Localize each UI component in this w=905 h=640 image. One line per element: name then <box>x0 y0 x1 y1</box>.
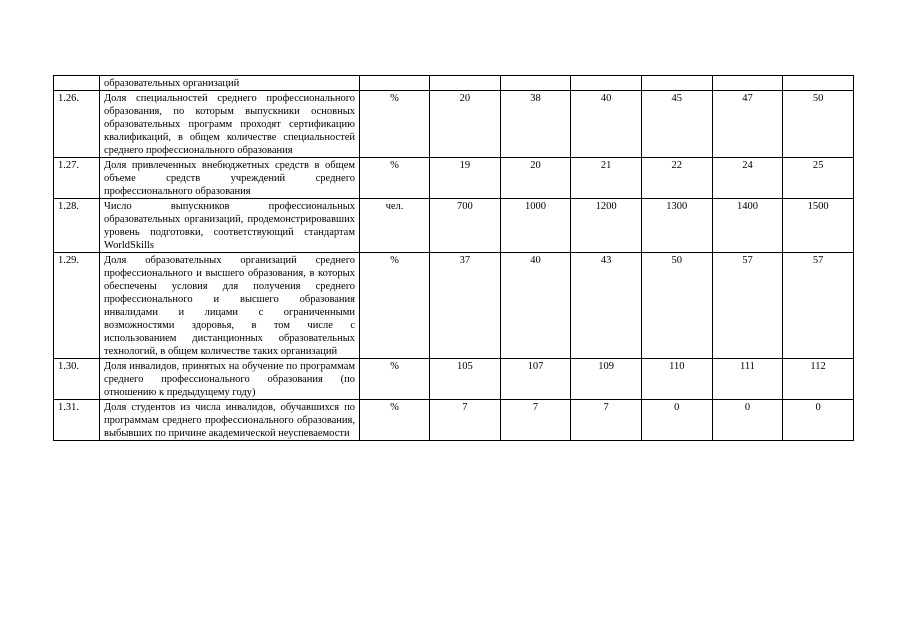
value-cell: 110 <box>641 359 712 400</box>
value-cell: 1500 <box>783 199 854 253</box>
indicator-name: образовательных организаций <box>100 76 360 91</box>
unit-cell: % <box>360 253 430 359</box>
value-cell: 0 <box>641 400 712 441</box>
value-cell: 57 <box>783 253 854 359</box>
value-cell <box>641 76 712 91</box>
value-cell: 1200 <box>571 199 642 253</box>
unit-cell <box>360 76 430 91</box>
value-cell: 20 <box>430 91 501 158</box>
indicator-name: Число выпускников профессиональных образовательных организаций, продемонстрировавших уровень подготовки, соответствующий стандартам WorldSkills <box>100 199 360 253</box>
indicator-name: Доля инвалидов, принятых на обучение по программам среднего профессионального образования (по отношению к предыдущему году) <box>100 359 360 400</box>
row-number: 1.27. <box>54 158 100 199</box>
row-number <box>54 76 100 91</box>
table-body <box>54 76 854 441</box>
indicator-name: Доля специальностей среднего профессионального образования, по которым выпускники основных образовательных программ проходят сертификацию квалификаций, в общем количестве специальностей среднего профессионального образования <box>100 91 360 158</box>
row-number: 1.31. <box>54 400 100 441</box>
value-cell: 57 <box>712 253 783 359</box>
table-row <box>54 400 854 441</box>
value-cell: 47 <box>712 91 783 158</box>
value-cell <box>712 76 783 91</box>
value-cell <box>430 76 501 91</box>
unit-cell: % <box>360 400 430 441</box>
value-cell: 43 <box>571 253 642 359</box>
continuation-row <box>54 76 854 91</box>
indicator-name: Доля студентов из числа инвалидов, обучавшихся по программам среднего профессионального образования, выбывших по причине академической неуспеваемости <box>100 400 360 441</box>
unit-cell: % <box>360 359 430 400</box>
indicator-name: Доля привлеченных внебюджетных средств в общем объеме средств учреждений среднего профессионального образования <box>100 158 360 199</box>
value-cell: 0 <box>712 400 783 441</box>
value-cell: 40 <box>500 253 571 359</box>
unit-cell: чел. <box>360 199 430 253</box>
table-row <box>54 158 854 199</box>
value-cell: 107 <box>500 359 571 400</box>
value-cell: 38 <box>500 91 571 158</box>
table-row <box>54 253 854 359</box>
unit-cell: % <box>360 158 430 199</box>
value-cell: 40 <box>571 91 642 158</box>
value-cell <box>783 76 854 91</box>
value-cell: 7 <box>500 400 571 441</box>
value-cell: 1000 <box>500 199 571 253</box>
unit-cell: % <box>360 91 430 158</box>
row-number: 1.29. <box>54 253 100 359</box>
indicators-table <box>53 75 854 441</box>
value-cell: 50 <box>783 91 854 158</box>
value-cell: 24 <box>712 158 783 199</box>
value-cell: 45 <box>641 91 712 158</box>
indicator-name: Доля образовательных организаций среднего профессионального и высшего образования, в которых обеспечены условия для получения среднего профессионального и высшего образования инвалидами и лицами с ограниченными возможностями здоровья, в том числе с использованием дистанционных образовательных технологий, в общем количестве таких организаций <box>100 253 360 359</box>
value-cell: 22 <box>641 158 712 199</box>
value-cell: 700 <box>430 199 501 253</box>
value-cell: 111 <box>712 359 783 400</box>
value-cell <box>571 76 642 91</box>
value-cell: 105 <box>430 359 501 400</box>
value-cell: 112 <box>783 359 854 400</box>
value-cell <box>500 76 571 91</box>
value-cell: 7 <box>430 400 501 441</box>
row-number: 1.28. <box>54 199 100 253</box>
row-number: 1.26. <box>54 91 100 158</box>
value-cell: 0 <box>783 400 854 441</box>
value-cell: 50 <box>641 253 712 359</box>
row-number: 1.30. <box>54 359 100 400</box>
table-row <box>54 199 854 253</box>
value-cell: 37 <box>430 253 501 359</box>
value-cell: 25 <box>783 158 854 199</box>
table-row <box>54 91 854 158</box>
value-cell: 20 <box>500 158 571 199</box>
value-cell: 21 <box>571 158 642 199</box>
value-cell: 1300 <box>641 199 712 253</box>
value-cell: 7 <box>571 400 642 441</box>
value-cell: 109 <box>571 359 642 400</box>
value-cell: 19 <box>430 158 501 199</box>
value-cell: 1400 <box>712 199 783 253</box>
table-row <box>54 359 854 400</box>
